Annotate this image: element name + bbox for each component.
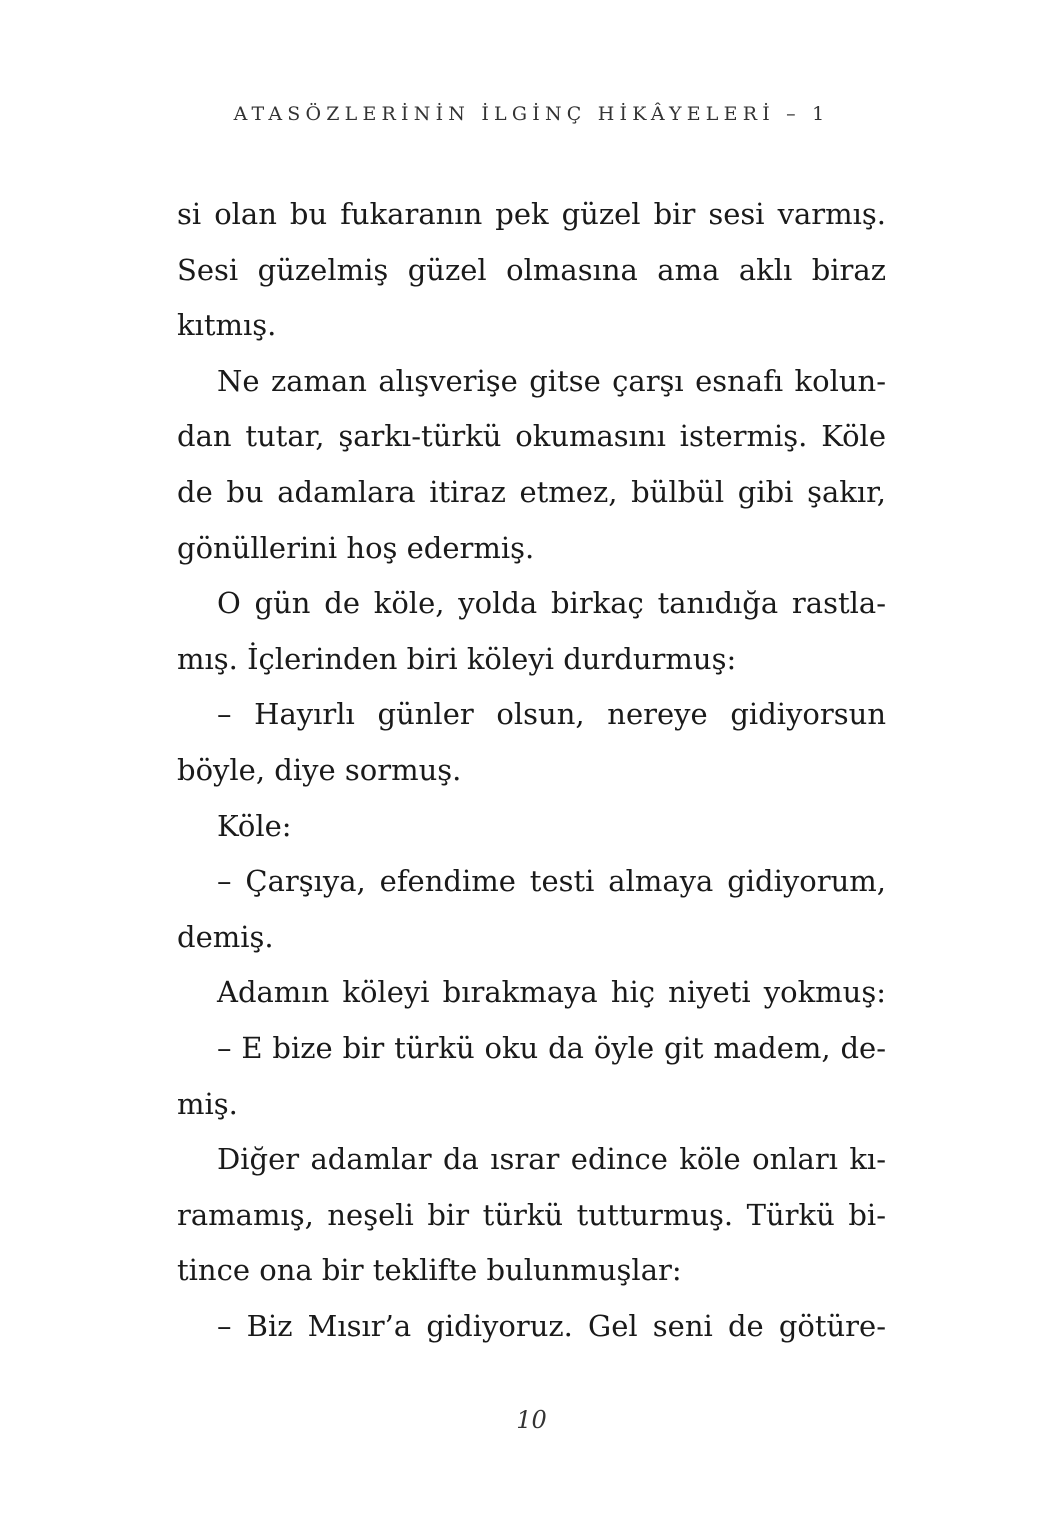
text-line: dan tutar, şarkı-türkü okumasını istermiş. Köle bbox=[177, 419, 886, 454]
text-line: kıtmış. bbox=[177, 308, 277, 343]
text-line: – Çarşıya, efendime testi almaya gidiyorum, bbox=[217, 864, 886, 899]
text-line: demiş. bbox=[177, 919, 274, 954]
text-line: miş. bbox=[177, 1086, 238, 1121]
text-line: Sesi güzelmiş güzel olmasına ama aklı biraz bbox=[177, 252, 886, 287]
page-body bbox=[177, 187, 886, 1354]
text-line: Ne zaman alışverişe gitse çarşı esnafı kolun- bbox=[217, 363, 886, 398]
text-line: O gün de köle, yolda birkaç tanıdığa rastla- bbox=[217, 586, 886, 621]
text-line: tince ona bir teklifte bulunmuşlar: bbox=[177, 1253, 682, 1288]
text-line: – Biz Mısır’a gidiyoruz. Gel seni de götüre- bbox=[217, 1308, 886, 1343]
text-line: Köle: bbox=[217, 808, 292, 843]
text-line: si olan bu fukaranın pek güzel bir sesi varmış. bbox=[177, 197, 886, 231]
text-line: böyle, diye sormuş. bbox=[177, 752, 462, 787]
text-line: ramamış, neşeli bir türkü tutturmuş. Türkü bi- bbox=[177, 1197, 886, 1232]
running-header: ATASÖZLERİNİN İLGİNÇ HİKÂYELERİ – 1 bbox=[233, 103, 830, 125]
text-line: gönüllerini hoş edermiş. bbox=[177, 530, 535, 565]
text-line: Adamın köleyi bırakmaya hiç niyeti yokmuş: bbox=[217, 975, 886, 1010]
text-line: Diğer adamlar da ısrar edince köle onları kı- bbox=[217, 1142, 886, 1177]
text-line: de bu adamlara itiraz etmez, bülbül gibi şakır, bbox=[177, 474, 886, 509]
text-line: – E bize bir türkü oku da öyle git madem, de- bbox=[217, 1030, 886, 1065]
text-line: – Hayırlı günler olsun, nereye gidiyorsun bbox=[217, 697, 886, 732]
text-line: mış. İçlerinden biri köleyi durdurmuş: bbox=[177, 641, 737, 676]
page-number: 10 bbox=[516, 1406, 547, 1434]
